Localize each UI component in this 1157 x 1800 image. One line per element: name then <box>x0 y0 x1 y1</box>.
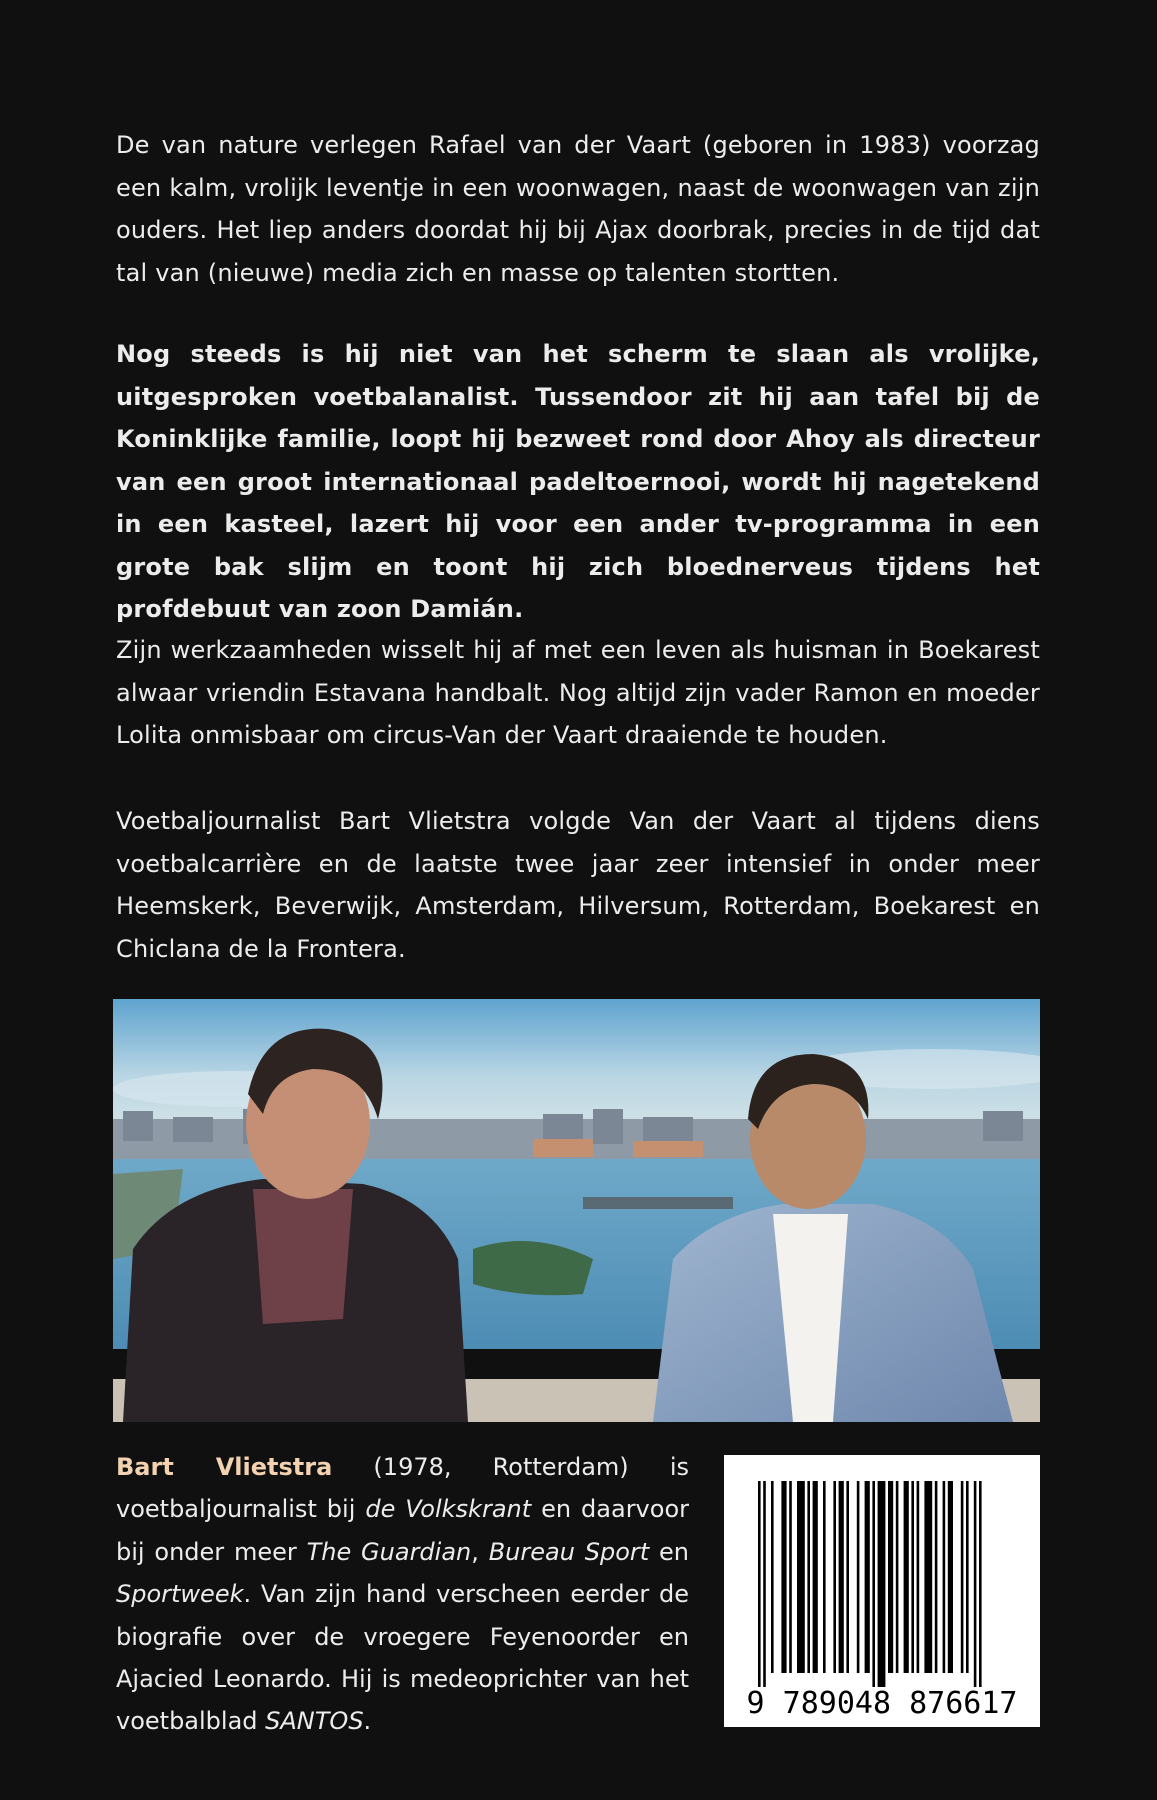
barcode-bar <box>763 1481 766 1687</box>
barcode-bar <box>839 1481 844 1673</box>
barcode-bar <box>917 1481 920 1673</box>
blurb-paragraph-2-bold: Nog steeds is hij niet van het scherm te slaan als vrolijke, uitgesproken voetbalanalist. Tussendoor zit hij aan tafel bij de Koninklijke familie, loopt hij bezweet rond door Ahoy als directeur van een groot internationaal padeltoernooi, wordt hij nagetekend in een kasteel, lazert hij voor een ander tv-programma in een grote bak slijm en toont hij zich bloednerveus tijdens het profdebuut van zoon Damián. <box>116 340 1040 623</box>
barcode-bar <box>857 1481 860 1673</box>
barcode-bar <box>823 1481 826 1673</box>
blurb-paragraph-1: De van nature verlegen Rafael van der Vaart (geboren in 1983) voorzag een kalm, vrolijk leventje in een woonwagen, naast de woonwagen van zijn ouders. Het liep anders doordat hij bij Ajax doorbrak, precies in de tijd dat tal van (nieuwe) media zich en masse op talenten stortten. <box>116 131 1040 287</box>
publication-guardian: The Guardian <box>306 1537 472 1566</box>
barcode-bar <box>911 1481 914 1673</box>
publication-volkskrant: de Volkskrant <box>365 1495 532 1524</box>
author-bio <box>116 1446 689 1743</box>
barcode-bar <box>966 1481 969 1673</box>
isbn-number: 9 789048 876617 <box>746 1686 1018 1721</box>
barcode-bar <box>961 1481 964 1673</box>
barcode-bar <box>888 1481 893 1673</box>
barcode-bar <box>833 1481 836 1673</box>
blurb-paragraph-4: Voetbaljournalist Bart Vlietstra volgde Van der Vaart al tijdens diens voetbalcarrière en de laatste twee jaar zeer intensief in onder meer Heemskerk, Beverwijk, Amsterdam, Hilversum, Rotterdam, Boekarest en Chiclana de la Frontera. <box>116 807 1040 963</box>
barcode-bar <box>943 1481 946 1673</box>
barcode-bar <box>758 1481 761 1687</box>
barcode-bar <box>904 1481 909 1673</box>
bio-text: , <box>471 1537 489 1566</box>
barcode-bar <box>865 1481 870 1673</box>
barcode-bar <box>846 1481 849 1673</box>
bio-text: en <box>649 1537 690 1566</box>
bio-text: . <box>363 1707 372 1736</box>
barcode-bar <box>979 1481 982 1687</box>
bio-text: (1978, Rotterdam) is voetbaljournalist bij <box>116 1453 690 1524</box>
barcode-bar <box>935 1481 938 1673</box>
barcode-bar <box>878 1481 886 1687</box>
publication-sportweek: Sportweek <box>116 1580 244 1609</box>
barcode-bar <box>781 1481 786 1673</box>
publication-bureau-sport: Bureau Sport <box>488 1537 650 1566</box>
barcode-bar <box>797 1481 805 1673</box>
barcode-bar <box>896 1481 899 1673</box>
barcode-bar <box>872 1481 875 1687</box>
author-photo <box>113 999 1040 1422</box>
bio-text: . Van zijn hand verscheen eerder de biografie over de vroegere Feyenoorder en Ajacied Leonardo. Hij is medeoprichter van het voetbalblad <box>116 1580 689 1736</box>
isbn-barcode <box>724 1455 1040 1727</box>
barcode-bar <box>974 1481 977 1687</box>
barcode-bar <box>813 1481 818 1673</box>
blurb-paragraph-3: Zijn werkzaamheden wisselt hij af met een leven als huisman in Boekarest alwaar vriendin Estavana handbalt. Nog altijd zijn vader Ramon en moeder Lolita onmisbaar om circus-Van der Vaart draaiende te houden. <box>116 636 1040 749</box>
bio-text: en daarvoor bij onder meer <box>116 1495 689 1566</box>
publication-santos: SANTOS <box>265 1707 364 1736</box>
barcode-bar <box>789 1481 792 1673</box>
author-name: Bart Vlietstra <box>116 1453 333 1481</box>
barcode-bar <box>924 1481 932 1673</box>
barcode-bar <box>771 1481 774 1673</box>
barcode-bar <box>807 1481 810 1673</box>
barcode-bar <box>948 1481 953 1673</box>
